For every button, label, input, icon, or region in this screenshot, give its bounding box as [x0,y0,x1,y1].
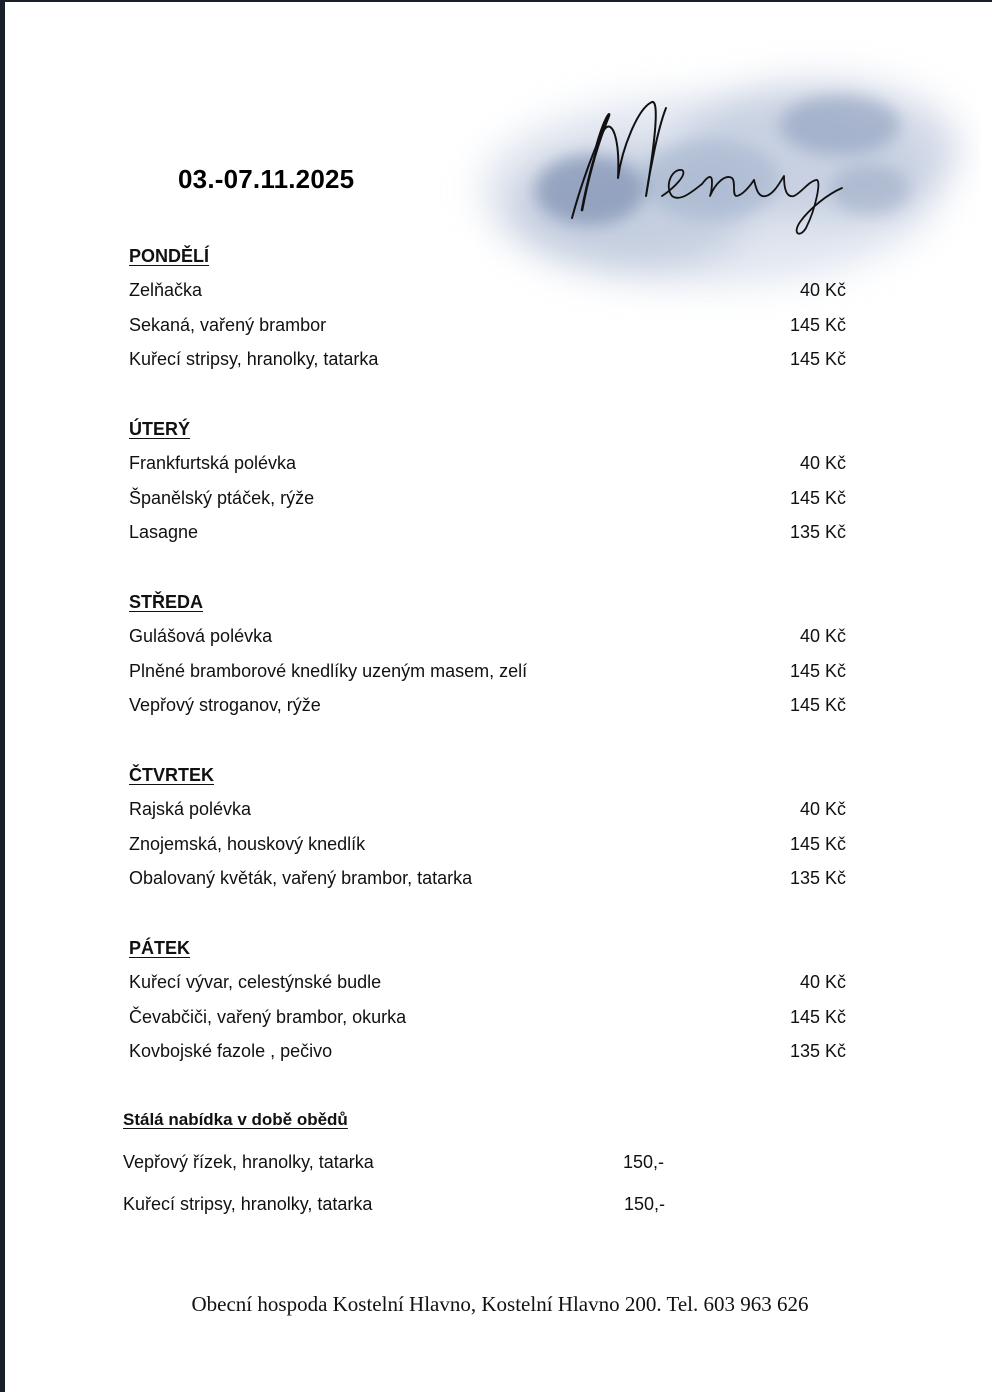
dish-name: Kuřecí stripsy, hranolky, tatarka [129,349,379,369]
dish-name: Plněné bramborové knedlíky uzeným masem, zelí [129,660,528,681]
dish-price: 145 Kč [789,487,846,508]
day-title: PÁTEK [129,938,191,958]
dish-name: Kuřecí stripsy, hranolky, tatarka [123,1194,373,1214]
dish-name: Sekaná, vařený brambor [129,314,327,335]
dish-name: Kuřecí vývar, celestýnské budle [129,972,382,992]
dish-price: 150,- [624,1194,666,1214]
dish-name: Gulášová polévka [129,626,273,646]
dish-name: Kovbojské fazole , pečivo [129,1041,333,1061]
dish-name: Znojemská, houskový knedlík [129,833,366,854]
dish-price: 145 Kč [789,833,846,854]
dish-price: 40 Kč [799,799,846,819]
dish-price: 40 Kč [799,626,846,646]
menu-item-row [129,280,846,315]
day-title: ČTVRTEK [129,765,214,785]
dish-price: 150,- [623,1152,665,1172]
menu-item-row [129,834,846,869]
standing-offer-title: Stálá nabídka v době obědů [123,1110,348,1129]
menu-item-row [129,799,846,834]
dish-name: Obalovaný květák, vařený brambor, tatarka [129,868,473,888]
dish-price: 135 Kč [789,522,846,542]
day-block-wednesday [129,592,846,730]
dish-name: Frankfurtská polévka [129,453,297,473]
window-edge-left [0,0,5,1392]
date-range: 03.-07.11.2025 [178,164,355,194]
menu-item-row [129,695,846,730]
menu-item-row [129,1041,846,1076]
dish-name: Zelňačka [129,280,203,300]
day-title: PONDĚLÍ [129,246,210,266]
menu-item-row [129,661,846,696]
window-edge-top [0,0,992,2]
day-block-thursday [129,765,846,903]
standing-offer-row [123,1152,683,1194]
menu-item-row [129,1007,846,1042]
dish-price: 40 Kč [799,453,846,473]
day-title: ÚTERÝ [129,419,191,439]
dish-price: 40 Kč [799,280,846,300]
dish-price: 135 Kč [789,1041,846,1061]
dish-price: 145 Kč [789,660,846,681]
dish-price: 145 Kč [789,314,846,335]
dish-price: 145 Kč [789,695,846,715]
dish-price: 135 Kč [789,868,846,888]
menu-item-row [129,349,846,384]
dish-name: Vepřový stroganov, rýže [129,695,321,715]
dish-price: 40 Kč [799,972,846,992]
menu-item-row [129,315,846,350]
day-block-monday [129,246,846,384]
dish-price: 145 Kč [789,1006,846,1027]
dish-name: Vepřový řízek, hranolky, tatarka [123,1152,374,1172]
day-block-tuesday [129,419,846,557]
dish-name: Rajská polévka [129,799,252,819]
standing-offer-section [123,1110,683,1236]
menu-item-row [129,972,846,1007]
menu-item-row [129,488,846,523]
day-block-friday [129,938,846,1076]
standing-offer-row [123,1194,683,1236]
dish-name: Španělský ptáček, rýže [129,487,315,508]
dish-name: Lasagne [129,522,199,542]
dish-name: Čevabčiči, vařený brambor, okurka [129,1006,407,1027]
menu-script-logo [560,78,850,248]
menu-item-row [129,626,846,661]
dish-price: 145 Kč [789,349,846,369]
footer-contact: Obecní hospoda Kostelní Hlavno, Kostelní Hlavno 200. Tel. 603 963 626 [191,1292,809,1316]
menu-item-row [129,522,846,557]
menu-item-row [129,868,846,903]
day-title: STŘEDA [129,592,204,612]
menu-item-row [129,453,846,488]
